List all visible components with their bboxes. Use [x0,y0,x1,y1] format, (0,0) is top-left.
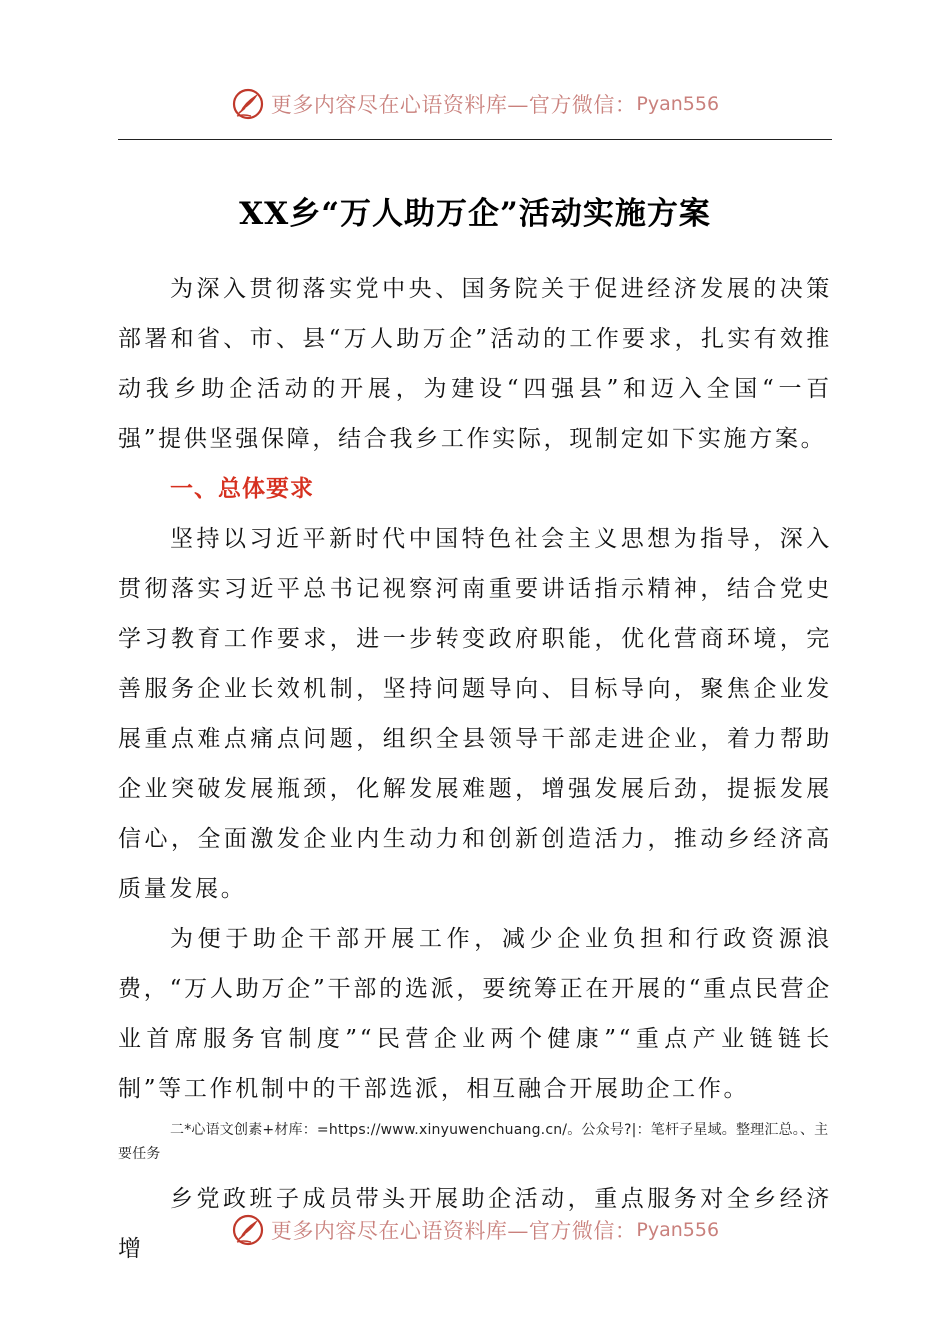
body-paragraph: 乡党政班子成员带头开展助企活动，重点服务对全乡经济增 [118,1186,832,1262]
quill-logo-icon [231,1213,265,1247]
body-paragraph: 坚持以习近平新时代中国特色社会主义思想为指导，深入贯彻落实习近平总书记视察河南重要讲话指示精神，结合党史学习教育工作要求，进一步转变政府职能，优化营商环境，完善服务企业长效机制，坚持问题导向、目标导向，聚焦企业发展重点难点痛点问题，组织全县领导干部走进企业，着力帮助企业突破发展瓶颈，化解发展难题，增强发展后劲，提振发展信心，全面激发企业内生动力和创新创造活力，推动乡经济高质量发展。 [118,526,832,902]
footer-banner [0,1208,950,1252]
body-paragraph: 为便于助企干部开展工作，减少企业负担和行政资源浪费，“万人助万企”干部的选派，要统筹正在开展的“重点民营企业首席服务官制度”“民营企业两个健康”“重点产业链链长制”等工作机制中的干部选派，相互融合开展助企工作。 [118,926,832,1102]
intro-paragraph: 为深入贯彻落实党中央、国务院关于促进经济发展的决策部署和省、市、县“万人助万企”活动的工作要求，扎实有效推动我乡助企活动的开展，为建设“四强县”和迈入全国“一百强”提供坚强保障，结合我乡工作实际，现制定如下实施方案。 [118,276,832,452]
header-banner [0,82,950,126]
banner-wechat-id: Pyan556 [636,93,720,115]
document-body [118,264,832,1274]
header-rule [118,139,832,140]
banner-wechat-id: Pyan556 [636,1219,720,1241]
banner-text: 更多内容尽在心语资料库—官方微信： [270,93,637,117]
watermark-note: 二*心语文创素+材库：=https://www.xinyuwenchuang.cn/。公众号?|：笔杆子星域。整理汇总。、主要任务 [118,1122,829,1162]
section-heading-general-requirements: 一、总体要求 [170,476,314,502]
quill-logo-icon [231,87,265,121]
document-title: XX乡“万人助万企”活动实施方案 [239,196,711,232]
banner-text: 更多内容尽在心语资料库—官方微信： [270,1219,637,1243]
